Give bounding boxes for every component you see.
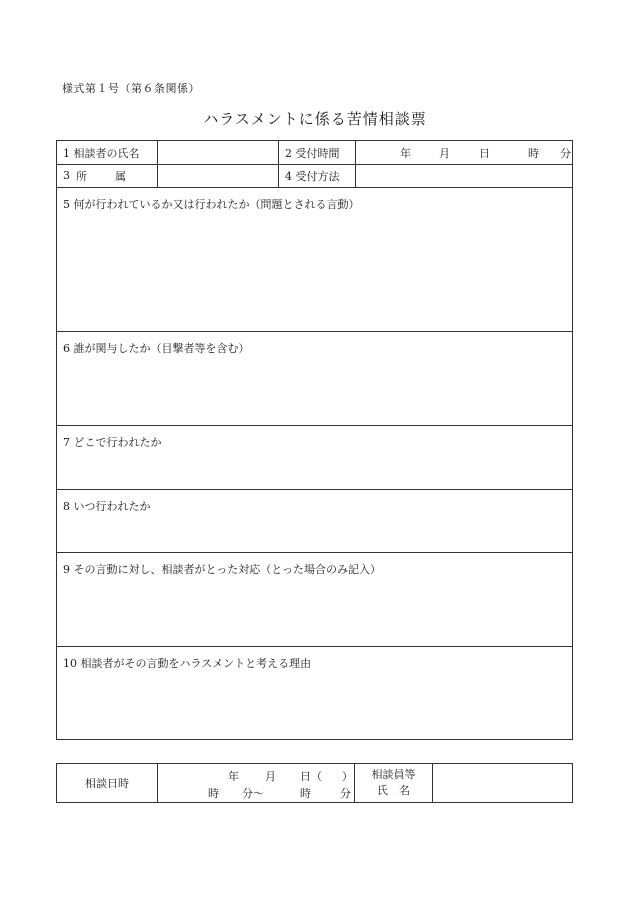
section-reason[interactable] bbox=[57, 646, 572, 739]
year-unit: 年 bbox=[400, 146, 411, 160]
section-who[interactable] bbox=[57, 331, 572, 426]
consult-hour-from: 時 bbox=[208, 787, 219, 800]
row-affiliation-method bbox=[57, 164, 572, 188]
consult-year-unit: 年 bbox=[228, 770, 239, 783]
consult-month-unit: 月 bbox=[265, 770, 276, 783]
counselor-label: 相談員等 氏 名 bbox=[355, 764, 433, 802]
counselor-name-field[interactable] bbox=[433, 764, 574, 802]
form-number: 様式第１号（第６条関係） bbox=[62, 82, 200, 95]
minute-unit: 分 bbox=[560, 146, 571, 160]
section-who-label: 6 誰が関与したか（目撃者等を含む） bbox=[63, 342, 250, 355]
received-time-label: 2 受付時間 bbox=[279, 141, 356, 164]
page-title: ハラスメントに係る苦情相談票 bbox=[203, 110, 427, 128]
month-unit: 月 bbox=[439, 146, 450, 160]
method-field[interactable] bbox=[356, 164, 574, 187]
affiliation-field[interactable] bbox=[158, 164, 279, 187]
section-when[interactable] bbox=[57, 489, 572, 553]
affiliation-label: 3 所 属 bbox=[57, 164, 158, 187]
section-response[interactable] bbox=[57, 552, 572, 647]
consult-day-unit: 日（ bbox=[300, 770, 322, 783]
consultation-record-table bbox=[56, 763, 573, 803]
day-unit: 日 bbox=[479, 146, 490, 160]
method-label: 4 受付方法 bbox=[279, 164, 356, 187]
section-where[interactable] bbox=[57, 425, 572, 490]
name-label: 1 相談者の氏名 bbox=[57, 141, 158, 164]
consult-datetime-field[interactable] bbox=[158, 764, 355, 802]
name-field[interactable] bbox=[158, 141, 279, 164]
consult-minute-from: 分～ bbox=[242, 787, 264, 800]
section-what[interactable] bbox=[57, 187, 572, 332]
section-reason-label: 10 相談者がその言動をハラスメントと考える理由 bbox=[63, 657, 312, 670]
section-when-label: 8 いつ行われたか bbox=[63, 500, 151, 513]
hour-unit: 時 bbox=[528, 146, 539, 160]
consult-minute-to: 分 bbox=[340, 787, 351, 800]
section-what-label: 5 何が行われているか又は行われたか（問題とされる言動） bbox=[63, 198, 360, 211]
section-where-label: 7 どこで行われたか bbox=[63, 436, 162, 449]
consult-day-close: ） bbox=[342, 770, 353, 783]
consult-hour-to: 時 bbox=[300, 787, 311, 800]
received-time-field[interactable] bbox=[356, 141, 574, 164]
section-response-label: 9 その言動に対し、相談者がとった対応（とった場合のみ記入） bbox=[63, 563, 382, 576]
row-name-time bbox=[57, 141, 572, 165]
complaint-form-table bbox=[56, 140, 573, 740]
consult-datetime-label: 相談日時 bbox=[57, 764, 158, 802]
